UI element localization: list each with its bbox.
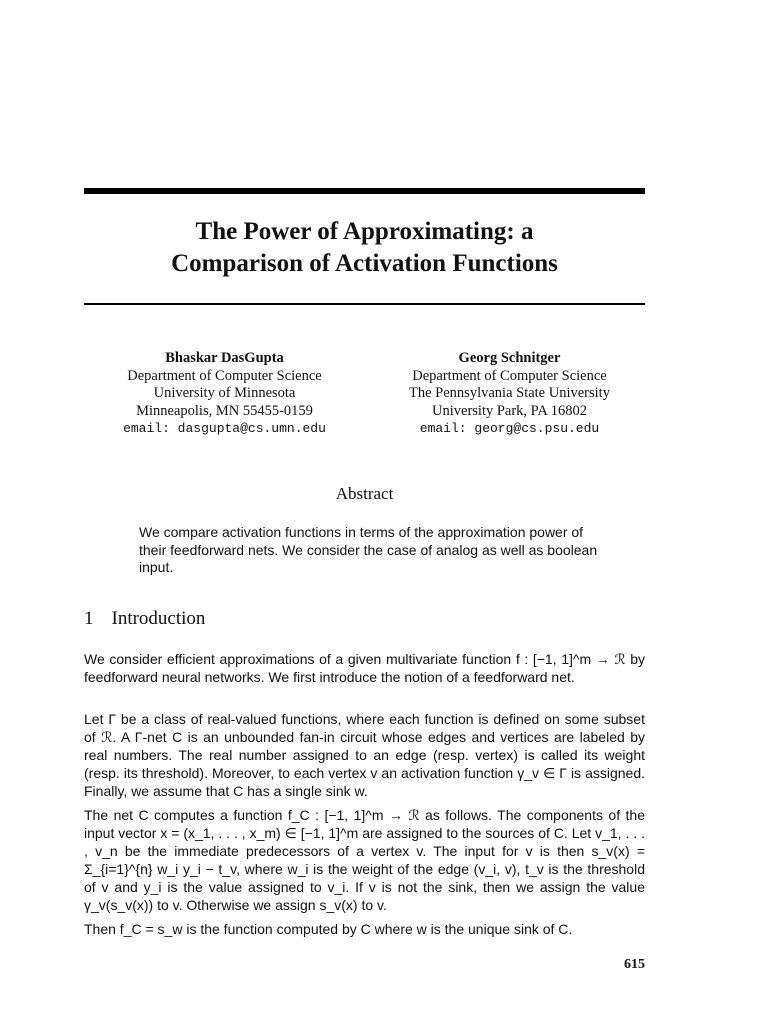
section-number: 1 (84, 608, 94, 629)
author-address: University Park, PA 16802 (432, 402, 587, 419)
author-email: email: georg@cs.psu.edu (419, 421, 600, 436)
body-paragraph-2: Let Γ be a class of real-valued functions, where each function is defined on some subset of ℛ. A Γ-net C is an unbounded fan-in circuit whose edges and vertices are labeled by real numbers. The real number assigned to an edge (resp. vertex) is called its weight (resp. its threshold). Moreover, to each vertex v an activation function γ_v ∈ Γ is assigned. Finally, we assume that C has a single sink w. (84, 711, 645, 799)
abstract-text: We compare activation functions in terms of the approximation power of their feedforward nets. We consider the case of analog as well as boolean input. (139, 524, 598, 575)
top-thick-rule (84, 188, 645, 194)
author-address: Minneapolis, MN 55455-0159 (136, 402, 313, 419)
body-paragraph-3: The net C computes a function f_C : [−1, 1]^m → ℛ as follows. The components of the input vector x = (x_1, . . . , x_m) ∈ [−1, 1]^m are assigned to the sources of C. Let v_1, . . . , v_n be the immediate predecessors of a vertex v. The input for v is then s_v(x) = Σ_{i=1}^{n} w_i y_i − t_v, where w_i is the weight of the edge (v_i, v), t_v is the threshold of v and y_i is the value assigned to v_i. If v is not the sink, then we assign the value γ_v(s_v(x)) to v. Otherwise we assign s_v(x) to v. (84, 807, 645, 913)
author-block-2 (377, 350, 642, 438)
abstract-heading: Abstract (335, 484, 394, 503)
page-number: 615 (624, 957, 645, 972)
title-line-2: Comparison of Activation Functions (171, 250, 558, 277)
section-heading (84, 608, 205, 630)
title-bottom-rule (84, 303, 645, 305)
author-affiliation-univ: University of Minnesota (153, 385, 296, 401)
author-affiliation-dept: Department of Computer Science (412, 367, 607, 384)
body-paragraph-1: We consider efficient approximations of a given multivariate function f : [−1, 1]^m → ℛ by feedforward neural networks. We first introduce the notion of a feedforward net. (84, 651, 645, 685)
author-affiliation-dept: Department of Computer Science (127, 367, 322, 384)
section-title: Introduction (111, 608, 206, 629)
author-block-1 (92, 350, 357, 438)
paper-title (84, 216, 645, 280)
author-name: Bhaskar DasGupta (165, 350, 284, 366)
author-name: Georg Schnitger (458, 350, 561, 366)
title-line-1: The Power of Approximating: a (195, 218, 534, 245)
body-paragraph-4: Then f_C = s_w is the function computed by C where w is the unique sink of C. (84, 921, 573, 937)
author-affiliation-univ: The Pennsylvania State University (409, 385, 610, 401)
author-email: email: dasgupta@cs.umn.edu (123, 421, 326, 436)
